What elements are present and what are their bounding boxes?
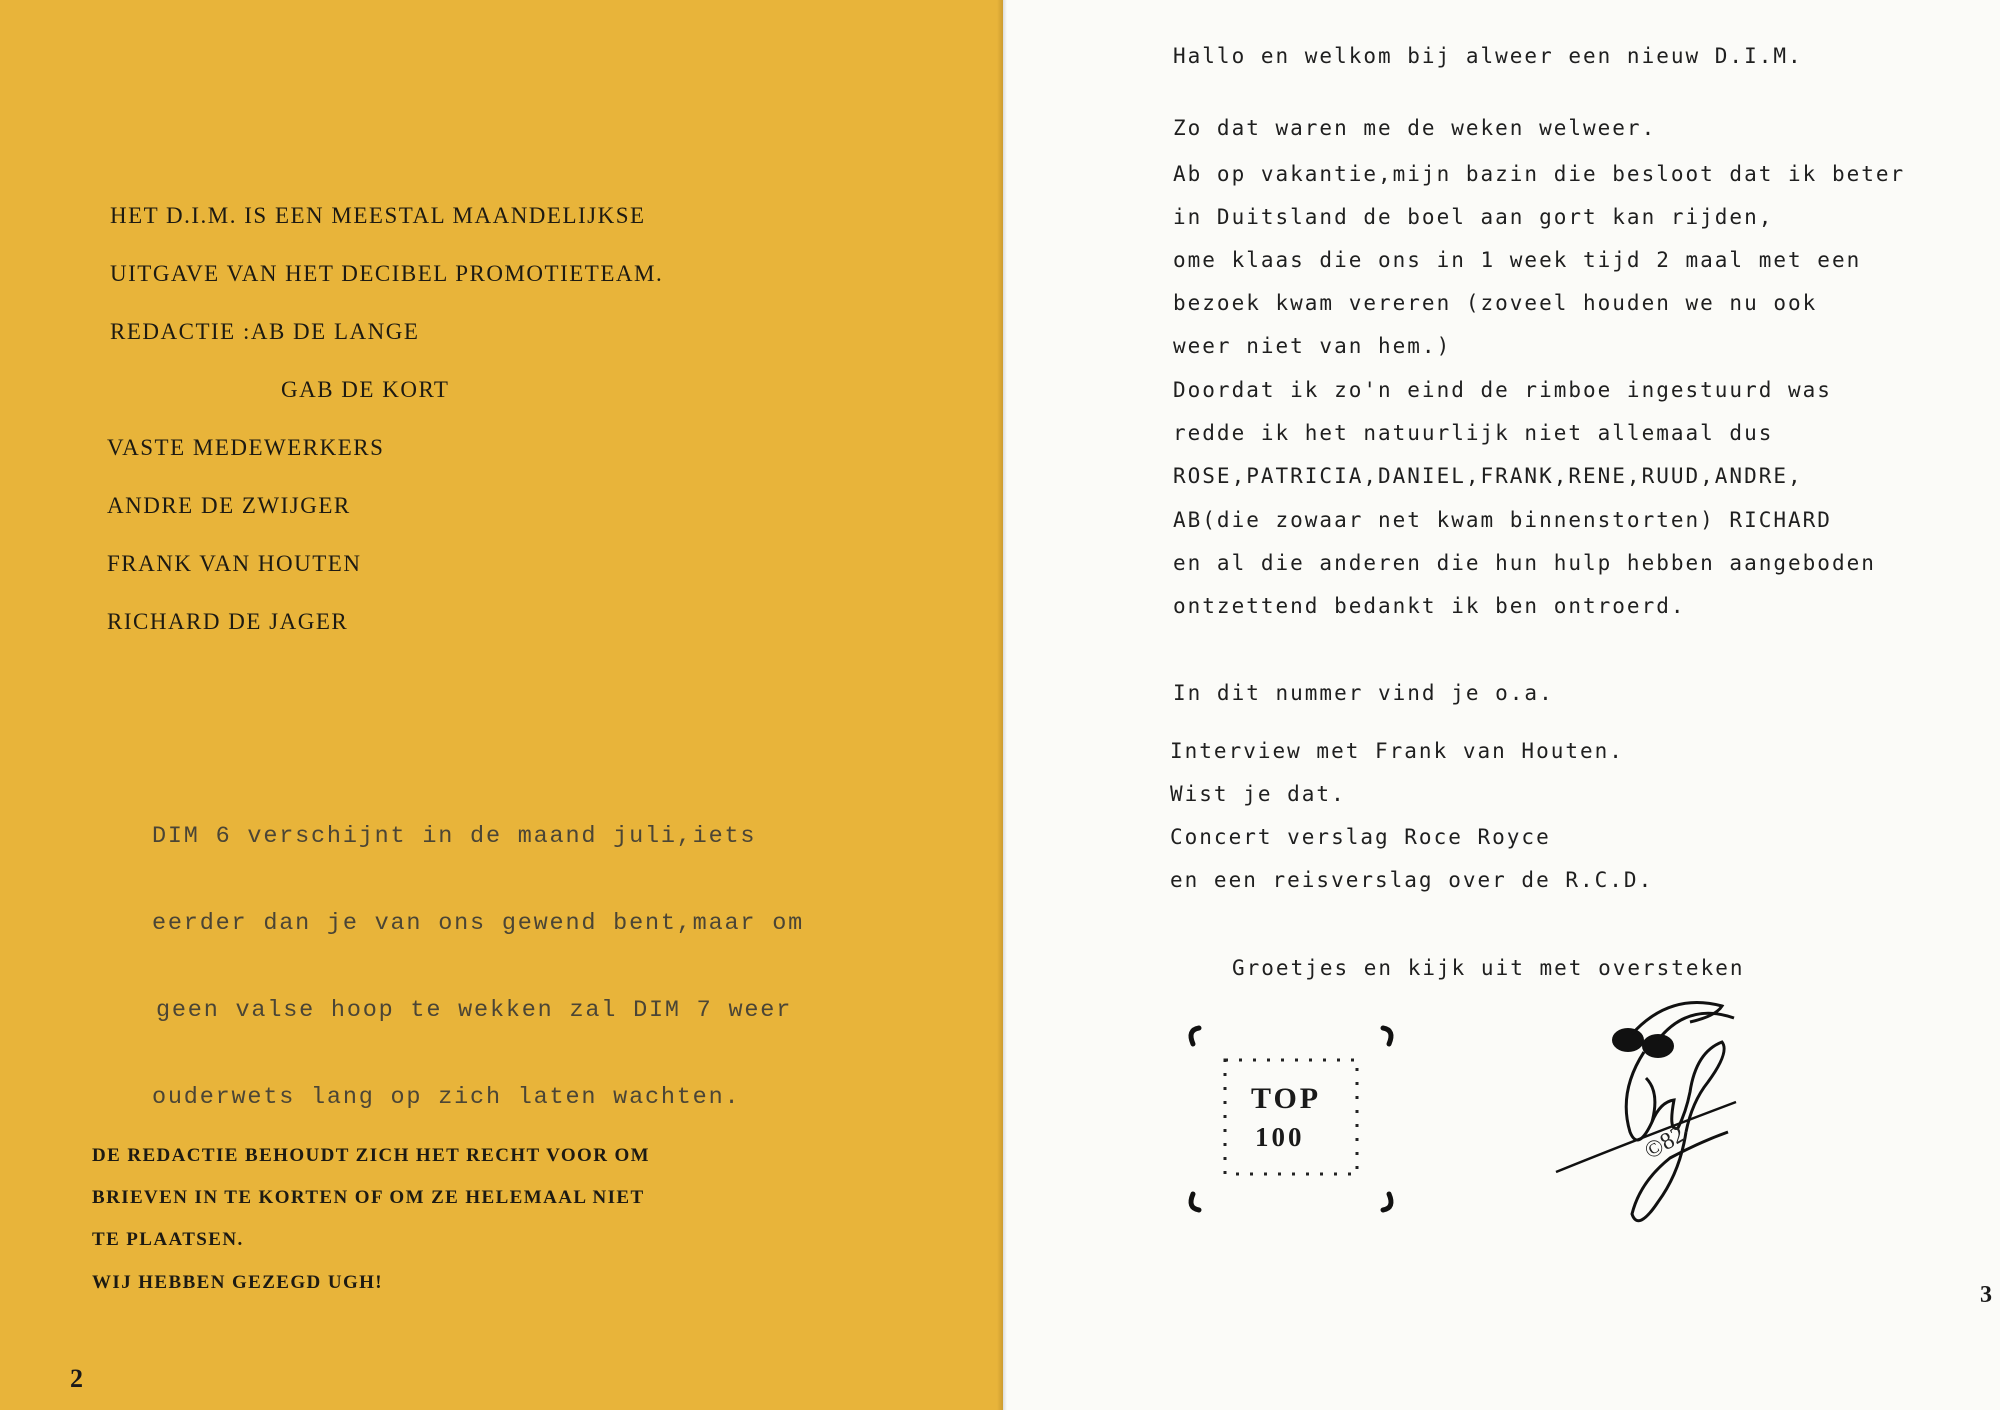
body-line: redde ik het natuurlijk niet allemaal dus bbox=[1173, 421, 1774, 445]
masthead-line: REDACTIE :AB DE LANGE bbox=[110, 319, 420, 344]
contents-item: en een reisverslag over de R.C.D. bbox=[1170, 868, 1654, 892]
signature-copyright: ©82 bbox=[1640, 1121, 1690, 1165]
stamp-top: TOP bbox=[1251, 1082, 1322, 1115]
top100-stamp bbox=[1183, 1022, 1399, 1216]
notice-line: ouderwets lang op zich laten wachten. bbox=[152, 1084, 741, 1111]
body-line: ROSE,PATRICIA,DANIEL,FRANK,RENE,RUUD,ANDRE, bbox=[1173, 464, 1803, 488]
stamp-frame-icon bbox=[1183, 1022, 1399, 1216]
contents-item: Wist je dat. bbox=[1170, 782, 1346, 806]
body-line: Zo dat waren me de weken welweer. bbox=[1173, 116, 1657, 140]
signature-drawing-icon bbox=[1540, 982, 1780, 1238]
disclaimer-line: BRIEVEN IN TE KORTEN OF OM ZE HELEMAAL NIET bbox=[92, 1187, 645, 1208]
masthead-line: HET D.I.M. IS EEN MEESTAL MAANDELIJKSE bbox=[110, 203, 646, 228]
disclaimer-line: DE REDACTIE BEHOUDT ZICH HET RECHT VOOR OM bbox=[92, 1145, 650, 1166]
disclaimer-line: WIJ HEBBEN GEZEGD UGH! bbox=[92, 1272, 384, 1293]
masthead-line: FRANK VAN HOUTEN bbox=[107, 551, 362, 576]
masthead-line: VASTE MEDEWERKERS bbox=[107, 435, 385, 460]
intro-line: Hallo en welkom bij alweer een nieuw D.I.M. bbox=[1173, 44, 1803, 68]
contents-item: Concert verslag Roce Royce bbox=[1170, 825, 1551, 849]
closing-line: Groetjes en kijk uit met oversteken bbox=[1232, 956, 1745, 980]
disclaimer-line: TE PLAATSEN. bbox=[92, 1229, 244, 1250]
masthead-line: ANDRE DE ZWIJGER bbox=[107, 493, 351, 518]
body-line: AB(die zowaar net kwam binnenstorten) RICHARD bbox=[1173, 508, 1832, 532]
notice-line: geen valse hoop te wekken zal DIM 7 weer bbox=[156, 997, 793, 1024]
body-line: ome klaas die ons in 1 week tijd 2 maal met een bbox=[1173, 248, 1862, 272]
body-line: in Duitsland de boel aan gort kan rijden, bbox=[1173, 205, 1774, 229]
body-line: bezoek kwam vereren (zoveel houden we nu ook bbox=[1173, 291, 1818, 315]
notice-line: eerder dan je van ons gewend bent,maar om bbox=[152, 910, 804, 937]
masthead-line: UITGAVE VAN HET DECIBEL PROMOTIETEAM. bbox=[110, 261, 664, 286]
release-notice bbox=[152, 764, 804, 1170]
masthead-line: RICHARD DE JAGER bbox=[107, 609, 349, 634]
masthead-line: GAB DE KORT bbox=[281, 377, 450, 402]
body-line: en al die anderen die hun hulp hebben aangeboden bbox=[1173, 551, 1876, 575]
body-line: weer niet van hem.) bbox=[1173, 334, 1452, 358]
page-number: 2 bbox=[70, 1364, 83, 1393]
body-line: Doordat ik zo'n eind de rimboe ingestuurd was bbox=[1173, 378, 1832, 402]
page-number: 3 bbox=[1980, 1282, 1992, 1308]
contents-heading: In dit nummer vind je o.a. bbox=[1173, 681, 1554, 705]
notice-line: DIM 6 verschijnt in de maand juli,iets bbox=[152, 823, 757, 850]
body-line: Ab op vakantie,mijn bazin die besloot dat ik beter bbox=[1173, 162, 1906, 186]
stamp-100: 100 bbox=[1255, 1122, 1305, 1152]
body-line: ontzettend bedankt ik ben ontroerd. bbox=[1173, 594, 1686, 618]
contents-item: Interview met Frank van Houten. bbox=[1170, 739, 1624, 763]
signature bbox=[1540, 982, 1780, 1238]
